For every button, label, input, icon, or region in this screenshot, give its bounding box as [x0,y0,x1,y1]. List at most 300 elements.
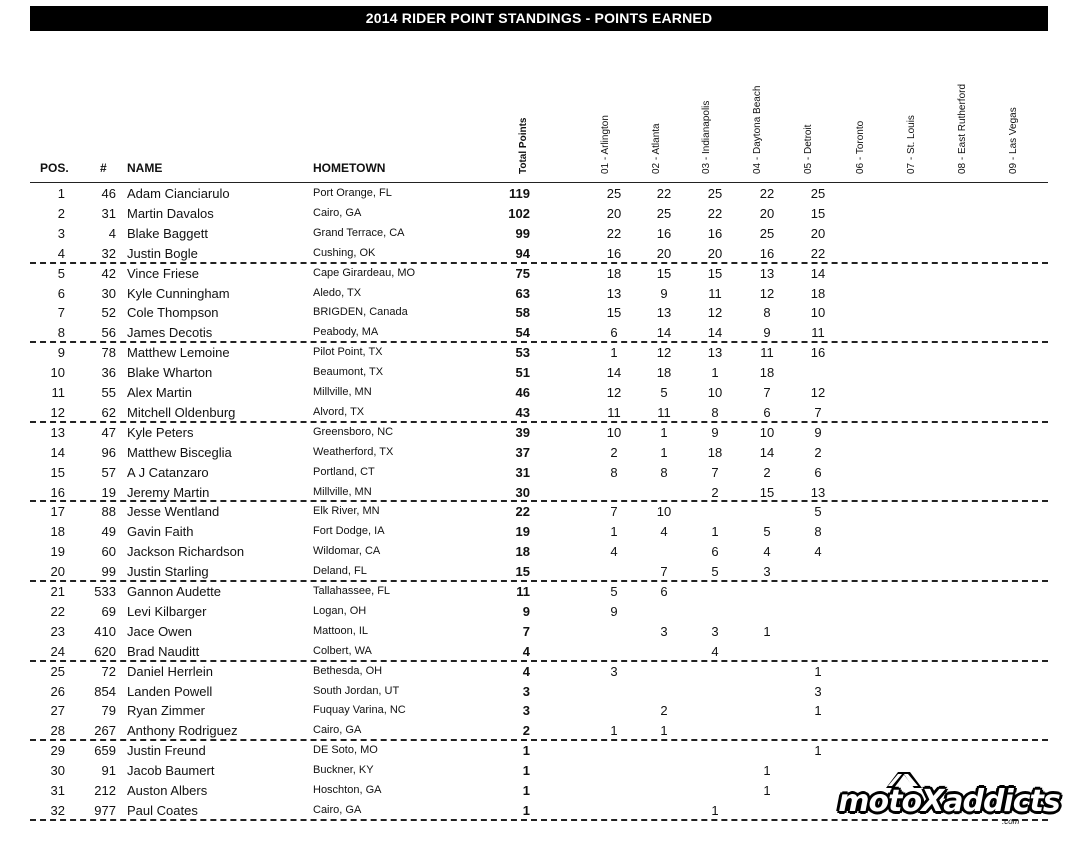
round-points-cell: 14 [606,365,622,381]
round-points-cell: 15 [606,305,622,321]
hometown-cell: Deland, FL [313,565,367,578]
col-header-round: 08 - East Rutherford [957,83,968,174]
col-header-round: 03 - Indianapolis [701,100,712,174]
hometown-cell: Cape Girardeau, MO [313,266,416,279]
total-points-cell: 19 [515,524,530,540]
hometown-cell: Greensboro, NC [313,425,394,438]
total-points-cell: 15 [515,564,530,580]
round-points-cell: 22 [606,225,622,241]
position-cell: 15 [50,464,65,480]
hometown-cell: Cairo, GA [313,724,362,737]
round-points-cell: 6 [610,325,618,341]
round-points-cell: 12 [707,305,723,321]
hometown-cell: Cairo, GA [313,803,362,816]
total-points-cell: 75 [515,265,530,281]
rider-name-cell: Brad Nauditt [127,643,200,659]
table-row [0,700,1081,720]
round-points-cell: 8 [610,464,618,480]
table-row [0,601,1081,621]
round-points-cell: 22 [759,186,775,201]
round-points-cell: 10 [810,305,826,321]
table-row [0,462,1081,482]
total-points-cell: 53 [515,345,530,361]
round-points-cell: 4 [610,544,618,560]
page-title: 2014 RIDER POINT STANDINGS - POINTS EARNED [30,6,1048,31]
round-points-cell: 18 [656,365,672,381]
rider-name-cell: Matthew Bisceglia [127,444,232,460]
total-points-cell: 54 [515,325,530,341]
round-points-cell: 14 [759,444,775,460]
table-row [0,263,1081,283]
round-points-cell: 11 [657,404,671,420]
table-row [0,243,1081,263]
rider-name-cell: Auston Albers [127,783,208,798]
round-points-cell: 9 [763,325,771,341]
position-cell: 13 [50,424,65,440]
hometown-cell: Alvord, TX [313,405,365,418]
round-points-cell: 22 [707,205,723,221]
round-points-cell: 15 [759,484,775,500]
round-points-cell: 13 [707,345,723,361]
round-points-cell: 1 [610,345,618,361]
position-cell: 11 [51,385,65,400]
round-points-cell: 16 [810,345,826,361]
table-row [0,681,1081,701]
rider-number-cell: 659 [94,743,116,759]
round-points-cell: 1 [711,365,719,381]
round-points-cell: 25 [759,225,775,241]
table-row [0,402,1081,422]
rider-number-cell: 60 [101,544,116,560]
round-points-cell: 1 [660,723,668,739]
table-row [0,322,1081,342]
hometown-cell: Peabody, MA [313,326,379,339]
rider-name-cell: Jackson Richardson [127,544,245,560]
total-points-cell: 30 [515,484,530,500]
round-points-cell: 11 [760,345,774,361]
hometown-cell: DE Soto, MO [313,744,378,757]
rider-number-cell: 96 [101,444,116,460]
rider-name-cell: Justin Freund [127,743,206,759]
table-row [0,541,1081,561]
round-points-cell: 5 [763,524,771,540]
rider-number-cell: 977 [94,802,116,818]
round-points-cell: 12 [810,385,826,400]
position-cell: 1 [57,186,65,201]
hometown-cell: Fort Dodge, IA [313,525,385,538]
rider-number-cell: 72 [101,663,116,679]
position-cell: 10 [50,365,65,381]
position-cell: 23 [50,623,65,639]
round-points-cell: 10 [606,424,622,440]
rider-name-cell: Jeremy Martin [127,484,210,500]
round-points-cell: 13 [656,305,672,321]
round-points-cell: 3 [660,623,668,639]
round-points-cell: 7 [660,564,668,580]
round-points-cell: 18 [810,285,826,301]
round-points-cell: 1 [814,703,822,719]
table-row [0,203,1081,223]
round-points-cell: 1 [763,783,771,798]
round-points-cell: 5 [711,564,719,580]
hometown-cell: Colbert, WA [313,644,372,657]
round-points-cell: 3 [763,564,771,580]
rider-name-cell: Ryan Zimmer [127,703,206,719]
round-points-cell: 16 [707,225,723,241]
position-cell: 17 [50,504,65,520]
table-row [0,621,1081,641]
position-cell: 29 [50,743,65,759]
round-points-cell: 5 [610,584,618,599]
total-points-cell: 1 [522,763,530,779]
col-header-round: 02 - Atlanta [651,123,662,174]
round-points-cell: 6 [814,464,822,480]
position-cell: 22 [50,603,65,619]
position-cell: 8 [57,325,65,341]
position-cell: 3 [57,225,65,241]
round-points-cell: 18 [606,265,622,281]
rider-number-cell: 4 [108,225,116,241]
total-points-cell: 43 [515,404,530,420]
rider-number-cell: 99 [101,564,116,580]
total-points-cell: 1 [522,783,530,798]
hometown-cell: South Jordan, UT [313,684,400,697]
total-points-cell: 22 [515,504,530,520]
hometown-cell: Bethesda, OH [313,664,383,677]
rider-name-cell: Blake Wharton [127,365,213,381]
round-points-cell: 1 [814,743,822,759]
round-points-cell: 12 [656,345,672,361]
round-points-cell: 3 [610,663,618,679]
position-cell: 9 [57,345,65,361]
table-row [0,720,1081,740]
rider-number-cell: 55 [101,385,116,400]
position-cell: 31 [50,783,65,798]
position-cell: 26 [50,683,65,699]
round-points-cell: 8 [763,305,771,321]
rider-name-cell: Jacob Baumert [127,763,215,779]
rider-name-cell: Matthew Lemoine [127,345,230,361]
position-cell: 5 [57,265,65,281]
rider-number-cell: 47 [101,424,116,440]
rider-name-cell: Kyle Peters [127,424,194,440]
round-points-cell: 14 [656,325,672,341]
table-row [0,581,1081,601]
total-points-cell: 51 [515,365,530,381]
position-cell: 6 [57,285,65,301]
round-points-cell: 11 [607,404,621,420]
rider-number-cell: 91 [101,763,116,779]
round-points-cell: 10 [656,504,672,520]
round-points-cell: 22 [656,186,672,201]
round-points-cell: 7 [814,404,822,420]
total-points-cell: 119 [509,186,530,201]
rider-number-cell: 49 [101,524,116,540]
round-points-cell: 14 [707,325,723,341]
round-points-cell: 1 [711,802,719,818]
position-cell: 19 [50,544,65,560]
round-points-cell: 13 [759,265,775,281]
total-points-cell: 99 [515,225,530,241]
hometown-cell: Port Orange, FL [313,187,392,199]
logo-domain: .com [1002,817,1020,826]
rider-name-cell: Vince Friese [127,265,200,281]
round-points-cell: 2 [763,464,771,480]
col-header-hometown: HOMETOWN [313,161,386,175]
total-points-cell: 37 [515,444,530,460]
col-header-round: 05 - Detroit [803,124,814,174]
hometown-cell: Buckner, KY [313,764,374,777]
col-header-round: 01 - Arlington [600,115,611,174]
position-cell: 2 [57,205,65,221]
rider-name-cell: Adam Cianciarulo [127,186,230,201]
rider-number-cell: 52 [101,305,116,321]
table-row [0,422,1081,442]
round-points-cell: 15 [810,205,826,221]
col-header-round: 07 - St. Louis [906,115,917,174]
col-header-number: # [100,161,107,175]
rider-name-cell: Kyle Cunningham [127,285,230,301]
rider-name-cell: Cole Thompson [127,305,219,321]
round-points-cell: 2 [660,703,668,719]
rider-number-cell: 36 [101,365,116,381]
rider-name-cell: Martin Davalos [127,205,214,221]
position-cell: 28 [50,723,65,739]
rider-name-cell: Alex Martin [127,385,193,400]
hometown-cell: Weatherford, TX [313,445,394,458]
rider-number-cell: 69 [101,603,116,619]
round-points-cell: 14 [810,265,826,281]
round-points-cell: 6 [711,544,719,560]
round-points-cell: 25 [707,186,723,201]
round-points-cell: 15 [656,265,672,281]
round-points-cell: 8 [814,524,822,540]
round-points-cell: 13 [606,285,622,301]
logo-wordmark: motoXaddicts [838,784,1060,819]
round-points-cell: 1 [814,663,822,679]
round-points-cell: 1 [610,723,618,739]
position-cell: 7 [57,305,65,321]
hometown-cell: Portland, CT [313,465,375,478]
col-header-pos: POS. [40,161,69,175]
table-row [0,661,1081,681]
total-points-cell: 11 [516,584,530,599]
total-points-cell: 31 [515,464,530,480]
round-points-cell: 12 [606,385,622,400]
table-row [0,183,1081,203]
round-points-cell: 1 [711,524,719,540]
total-points-cell: 94 [515,245,530,261]
rider-number-cell: 267 [94,723,116,739]
total-points-cell: 102 [508,205,530,221]
rider-name-cell: Justin Bogle [127,245,198,261]
position-cell: 21 [50,584,65,599]
rider-number-cell: 620 [94,643,116,659]
rider-number-cell: 410 [94,623,116,639]
round-points-cell: 1 [660,444,668,460]
hometown-cell: Pilot Point, TX [313,346,383,359]
round-points-cell: 25 [606,186,622,201]
rider-number-cell: 19 [101,484,116,500]
position-cell: 24 [50,643,65,659]
total-points-cell: 46 [515,385,530,400]
col-header-total-points: Total Points [518,117,529,174]
round-points-cell: 10 [759,424,775,440]
round-points-cell: 9 [660,285,668,301]
table-row [0,521,1081,541]
col-header-round: 09 - Las Vegas [1008,107,1019,174]
round-points-cell: 11 [811,325,825,341]
round-points-cell: 2 [711,484,719,500]
round-points-cell: 13 [810,484,826,500]
rider-name-cell: Jesse Wentland [127,504,220,520]
round-points-cell: 6 [660,584,668,599]
rider-number-cell: 78 [101,345,116,361]
rider-number-cell: 57 [101,464,116,480]
hometown-cell: Logan, OH [313,604,367,617]
position-cell: 27 [50,703,65,719]
rider-number-cell: 62 [101,404,116,420]
hometown-cell: Wildomar, CA [313,545,381,558]
hometown-cell: Beaumont, TX [313,366,384,379]
round-points-cell: 1 [660,424,668,440]
col-header-round: 04 - Daytona Beach [752,85,763,174]
total-points-cell: 58 [515,305,530,321]
round-points-cell: 5 [814,504,822,520]
total-points-cell: 4 [522,663,530,679]
round-points-cell: 18 [759,365,775,381]
rider-name-cell: Landen Powell [127,683,213,699]
round-points-cell: 2 [814,444,822,460]
total-points-cell: 1 [522,743,530,759]
round-points-cell: 3 [814,683,822,699]
rider-name-cell: James Decotis [127,325,213,341]
table-row [0,302,1081,322]
rider-name-cell: Mitchell Oldenburg [127,404,236,420]
round-points-cell: 9 [814,424,822,440]
hometown-cell: Mattoon, IL [313,624,369,637]
round-points-cell: 4 [711,643,719,659]
table-row [0,482,1081,502]
rider-name-cell: A J Catanzaro [127,464,209,480]
round-points-cell: 22 [810,245,826,261]
rider-name-cell: Levi Kilbarger [127,603,207,619]
position-cell: 30 [50,763,65,779]
position-cell: 16 [50,484,65,500]
table-row [0,283,1081,303]
round-points-cell: 7 [610,504,618,520]
table-row [0,740,1081,760]
rider-name-cell: Gavin Faith [127,524,194,540]
position-cell: 4 [57,245,65,261]
col-header-name: NAME [127,161,163,175]
round-points-cell: 20 [606,205,622,221]
rider-name-cell: Daniel Herrlein [127,663,213,679]
rider-number-cell: 79 [101,703,116,719]
hometown-cell: Tallahassee, FL [313,585,391,597]
round-points-cell: 2 [610,444,618,460]
rider-name-cell: Jace Owen [127,623,193,639]
hometown-cell: Fuquay Varina, NC [313,704,406,717]
round-points-cell: 4 [660,524,668,540]
round-points-cell: 7 [711,464,719,480]
rider-number-cell: 533 [94,584,116,599]
round-points-cell: 16 [759,245,775,261]
round-points-cell: 4 [763,544,771,560]
total-points-cell: 7 [522,623,530,639]
table-row [0,641,1081,661]
hometown-cell: BRIGDEN, Canada [313,306,408,319]
round-points-cell: 20 [656,245,672,261]
rider-name-cell: Blake Baggett [127,225,208,241]
rider-number-cell: 42 [101,265,116,281]
round-points-cell: 6 [763,404,771,420]
rider-number-cell: 854 [94,683,116,699]
round-points-cell: 11 [708,285,722,301]
position-cell: 14 [50,444,65,460]
table-row [0,442,1081,462]
round-points-cell: 1 [763,763,771,779]
rider-name-cell: Gannon Audette [127,584,221,599]
round-points-cell: 4 [814,544,822,560]
rider-number-cell: 32 [101,245,116,261]
hometown-cell: Millville, MN [313,485,372,498]
hometown-cell: Cushing, OK [313,246,376,259]
round-points-cell: 7 [763,385,771,400]
round-points-cell: 9 [711,424,719,440]
round-points-cell: 5 [660,385,668,400]
round-points-cell: 1 [763,623,771,639]
table-row [0,362,1081,382]
rider-number-cell: 56 [101,325,116,341]
total-points-cell: 2 [522,723,530,739]
rider-name-cell: Anthony Rodriguez [127,723,238,739]
round-points-cell: 25 [810,186,826,201]
total-points-cell: 9 [522,603,530,619]
total-points-cell: 4 [522,643,530,659]
round-points-cell: 3 [711,623,719,639]
round-points-cell: 1 [610,524,618,540]
round-points-cell: 20 [759,205,775,221]
motoxaddicts-logo [824,770,1074,830]
position-cell: 12 [50,404,65,420]
position-cell: 25 [50,663,65,679]
round-points-cell: 16 [606,245,622,261]
table-row [0,561,1081,581]
table-row [0,501,1081,521]
round-points-cell: 15 [707,265,723,281]
table-row [0,342,1081,362]
round-points-cell: 18 [707,444,723,460]
table-row [0,223,1081,243]
round-points-cell: 9 [610,603,618,619]
rider-number-cell: 88 [101,504,116,520]
hometown-cell: Millville, MN [313,386,372,398]
rider-name-cell: Justin Starling [127,564,209,580]
total-points-cell: 18 [515,544,530,560]
col-header-round: 06 - Toronto [855,120,866,174]
hometown-cell: Grand Terrace, CA [313,226,405,239]
hometown-cell: Hoschton, GA [313,784,382,796]
total-points-cell: 1 [522,802,530,818]
rider-number-cell: 46 [101,186,116,201]
total-points-cell: 63 [515,285,530,301]
position-cell: 32 [50,802,65,818]
round-points-cell: 8 [711,404,719,420]
round-points-cell: 10 [707,385,723,400]
total-points-cell: 39 [515,424,530,440]
rider-name-cell: Paul Coates [127,802,198,818]
